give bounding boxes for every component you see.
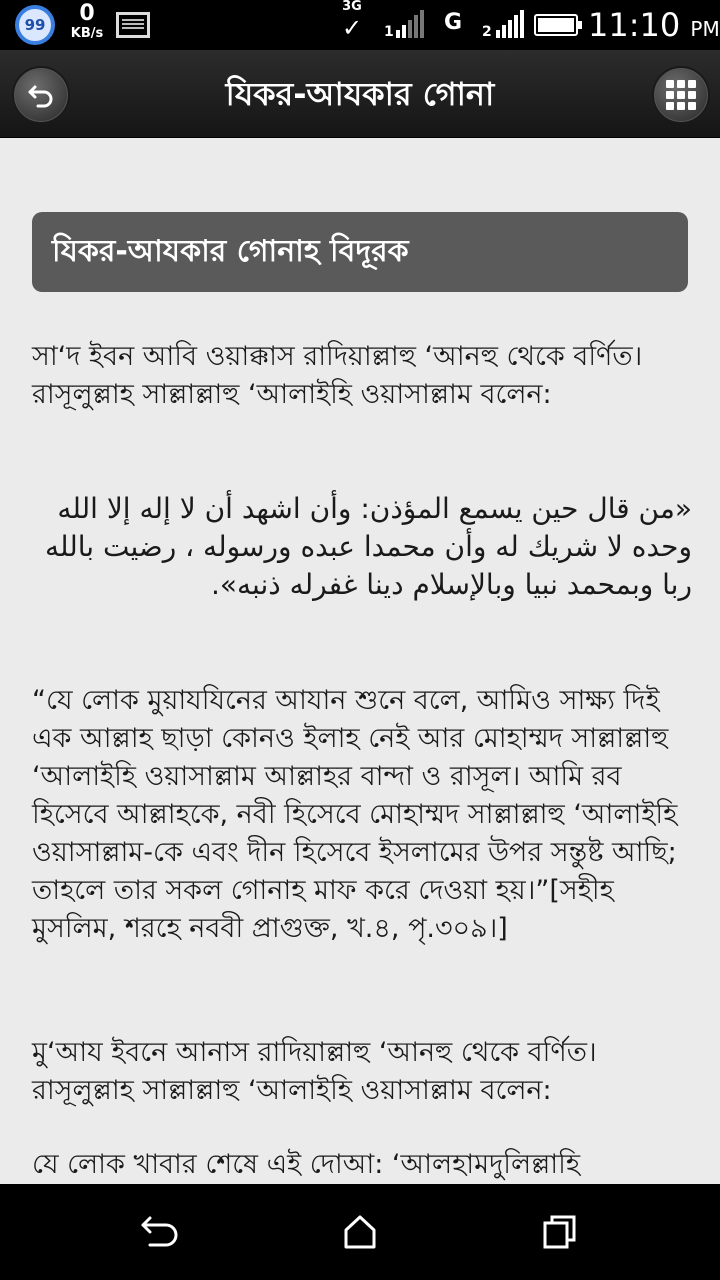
nav-home-button[interactable] bbox=[336, 1208, 384, 1256]
paragraph-1: সা‘দ ইবন আবি ওয়াক্কাস রাদিয়াল্লাহু ‘আনহু থেকে বর্ণিত। রাসূলুল্লাহ সাল্লাল্লাহু ‘আলাইহি ওয়াসাল্লাম বলেন: bbox=[32, 341, 643, 410]
nav-recent-apps-icon bbox=[540, 1212, 580, 1252]
data-check-icon: ✓ bbox=[341, 14, 363, 42]
paragraph-3: “যে লোক মুয়াযযিনের আযান শুনে বলে, আমিও সাক্ষ্য দিই এক আল্লাহ ছাড়া কোনও ইলাহ নেই আর মোহাম্মদ সাল্লাল্লাহু ‘আলাইহি ওয়াসাল্লাম আল্লাহর বান্দা ও রাসূল। আমি রব হিসেবে আল্লাহকে, নবী হিসেবে মোহাম্মদ সাল্লাল্লাহু ‘আলাইহি ওয়াসাল্লাম-কে এবং দীন হিসেবে ইসলামের উপর সন্তুষ্ট আছি; তাহলে তার সকল গোনাহ মাফ করে দেওয়া হয়।”[সহীহ মুসলিম, শরহে নববী প্রাগুক্ত, খ.৪, পৃ.৩০৯।] bbox=[32, 685, 678, 944]
menu-button[interactable] bbox=[652, 66, 710, 124]
sim2-label: 2 bbox=[482, 24, 492, 40]
network-3g-indicator bbox=[336, 0, 368, 42]
page-title: যিকর-আযকার গোনা bbox=[225, 75, 495, 113]
network-g-label: G bbox=[444, 10, 463, 35]
clock-ampm: PM bbox=[690, 17, 720, 41]
grid-menu-icon bbox=[666, 80, 696, 110]
network-3g-label: 3G bbox=[342, 0, 362, 14]
clock bbox=[588, 6, 720, 48]
arabic-paragraph: «من قال حين يسمع المؤذن: وأن اشهد أن لا إله إلا الله وحده لا شريك له وأن محمدا عبده ورسوله ، رضيت بالله ربا وبمحمد نبيا وبالإسلام دينا غفرله ذنبه». bbox=[44, 492, 692, 601]
paragraph-4: মু‘আয ইবনে আনাস রাদিয়াল্লাহু ‘আনহু থেকে বর্ণিত। রাসূলুল্লাহ সাল্লাল্লাহু ‘আলাইহি ওয়াসাল্লাম বলেন: bbox=[32, 1037, 597, 1106]
clock-time: 11:10 bbox=[588, 6, 681, 44]
back-arrow-icon bbox=[26, 80, 56, 110]
nav-recent-apps-button[interactable] bbox=[536, 1208, 584, 1256]
navigation-bar bbox=[0, 1184, 720, 1280]
network-speed-value: 0 bbox=[79, 1, 95, 26]
network-speed bbox=[64, 2, 110, 42]
notification-count-badge: 99 bbox=[15, 5, 55, 45]
sim1-signal-icon bbox=[384, 12, 426, 40]
action-bar bbox=[0, 50, 720, 138]
paragraph-5: যে লোক খাবার শেষে এই দোআ: ‘আলহামদুলিল্লাহি bbox=[32, 1149, 581, 1180]
battery-icon bbox=[534, 14, 578, 36]
content-scroll-area[interactable] bbox=[0, 138, 720, 1184]
section-title: যিকর-আযকার গোনাহ বিদূরক bbox=[32, 212, 688, 292]
back-button[interactable] bbox=[12, 66, 70, 124]
nav-home-icon bbox=[340, 1212, 380, 1252]
nav-back-icon bbox=[138, 1212, 182, 1252]
status-bar bbox=[0, 0, 720, 50]
gallery-notification-icon bbox=[116, 12, 150, 38]
network-speed-unit: KB/s bbox=[70, 26, 104, 41]
sim1-label: 1 bbox=[384, 24, 394, 40]
nav-back-button[interactable] bbox=[136, 1208, 184, 1256]
sim2-signal-icon bbox=[482, 12, 528, 40]
